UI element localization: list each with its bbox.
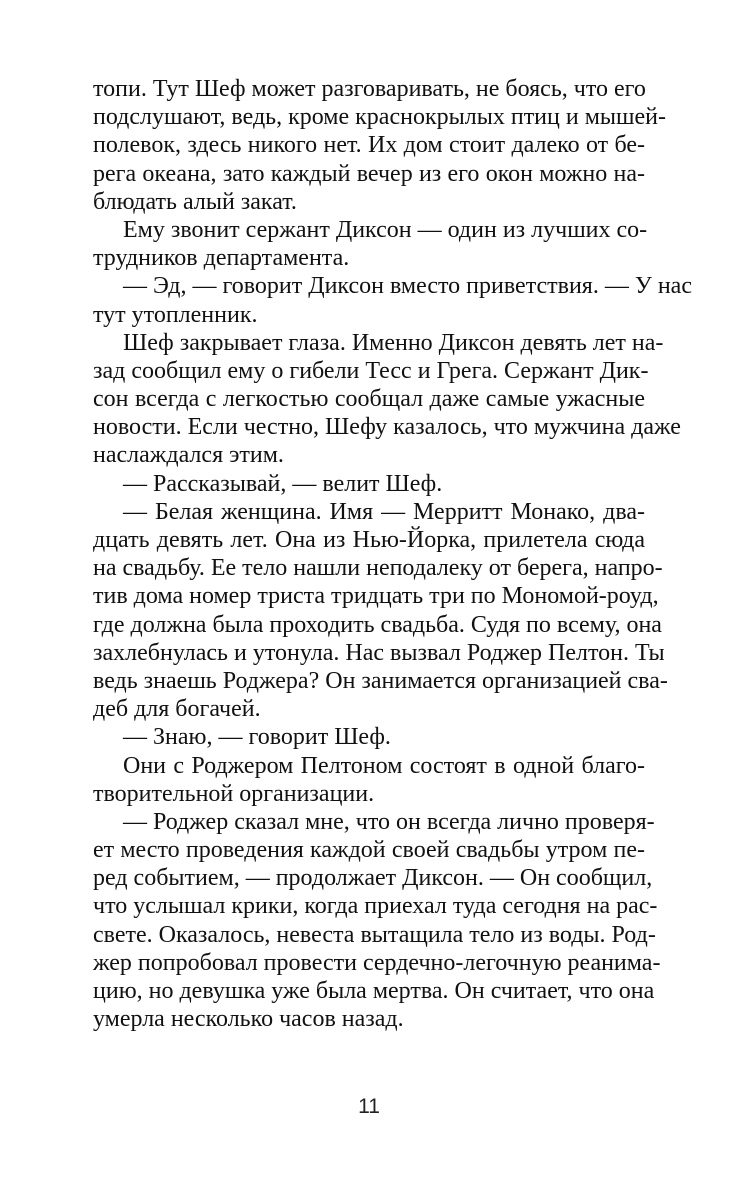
text-line: Ему звонит сержант Диксон — один из лучших со- bbox=[123, 216, 648, 243]
text-line: деб для богачей. bbox=[93, 696, 261, 723]
text-line: тив дома номер триста тридцать три по Мономой-роуд, bbox=[93, 583, 659, 610]
text-line: цию, но девушка уже была мертва. Он считает, что она bbox=[93, 978, 655, 1004]
text-line: полевок, здесь никого нет. Их дом стоит далеко от бе- bbox=[93, 132, 645, 159]
text-line: — Рассказывай, — велит Шеф. bbox=[123, 470, 443, 497]
text-line: тут утопленник. bbox=[93, 301, 258, 328]
text-line: ред событием, — продолжает Диксон. — Он сообщил, bbox=[93, 865, 653, 892]
text-line: дцать девять лет. Она из Нью-Йорка, прилетела сюда bbox=[93, 527, 645, 553]
text-line: ведь знаешь Роджера? Он занимается организацией сва- bbox=[93, 667, 668, 694]
text-line: жер попробовал провести сердечно-легочную реанима- bbox=[93, 949, 661, 976]
text-line: Шеф закрывает глаза. Именно Диксон девять лет на- bbox=[123, 329, 664, 356]
text-line: умерла несколько часов назад. bbox=[93, 1006, 404, 1033]
text-line: — Белая женщина. Имя — Мерритт Монако, два- bbox=[123, 498, 645, 525]
text-line: топи. Тут Шеф может разговаривать, не боясь, что его bbox=[93, 76, 646, 102]
body-text bbox=[93, 75, 692, 1033]
text-line: блюдать алый закат. bbox=[93, 188, 297, 215]
text-line: где должна была проходить свадьба. Судя по всему, она bbox=[93, 611, 662, 638]
text-line: трудников департамента. bbox=[93, 245, 350, 272]
text-line: рега океана, зато каждый вечер из его окон можно на- bbox=[93, 160, 645, 187]
text-line: захлебнулась и утонула. Нас вызвал Роджер Пелтон. Ты bbox=[93, 639, 665, 666]
text-line: что услышал крики, когда приехал туда сегодня на рас- bbox=[93, 893, 658, 920]
text-line: сон всегда с легкостью сообщал даже самые ужасные bbox=[93, 386, 645, 413]
text-line: наслаждался этим. bbox=[93, 442, 284, 469]
text-line: новости. Если честно, Шефу казалось, что мужчина даже bbox=[93, 414, 681, 441]
text-line: — Знаю, — говорит Шеф. bbox=[123, 724, 391, 751]
text-line: — Эд, — говорит Диксон вместо приветствия. — У нас bbox=[123, 273, 692, 300]
text-line: Они с Роджером Пелтоном состоят в одной благо- bbox=[123, 752, 645, 779]
text-line: зад сообщил ему о гибели Тесс и Грега. Сержант Дик- bbox=[93, 357, 649, 384]
text-line: свете. Оказалось, невеста вытащила тело из воды. Род- bbox=[93, 921, 656, 948]
text-line: на свадьбу. Ее тело нашли неподалеку от берега, напро- bbox=[93, 555, 663, 582]
text-line: творительной организации. bbox=[93, 780, 375, 807]
page-number: 11 bbox=[358, 1095, 380, 1118]
text-line: ет место проведения каждой своей свадьбы утром пе- bbox=[93, 837, 645, 864]
text-line: — Роджер сказал мне, что он всегда лично проверя- bbox=[123, 808, 655, 835]
text-line: подслушают, ведь, кроме краснокрылых птиц и мышей- bbox=[93, 104, 666, 131]
